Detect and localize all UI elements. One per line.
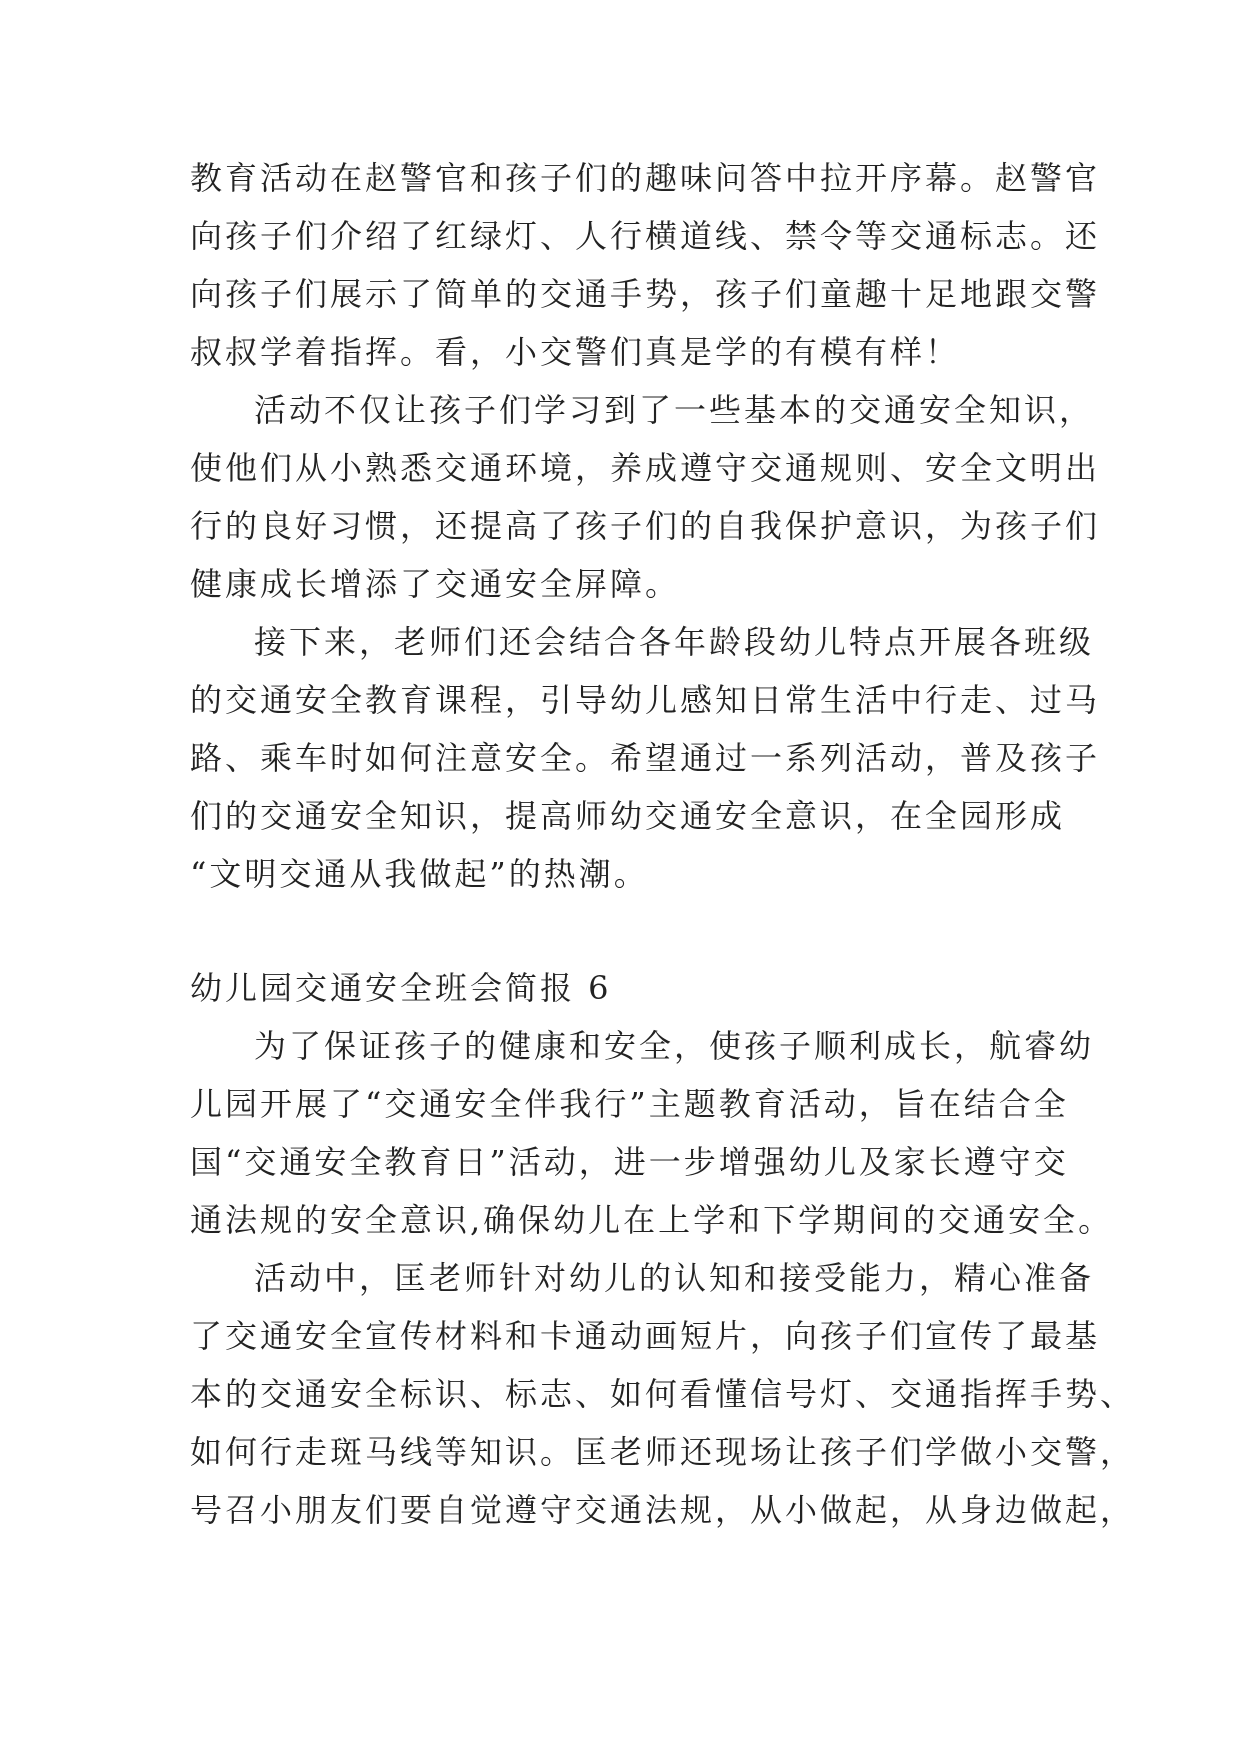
paragraph-5-line-1: 活动中，匡老师针对幼儿的认知和接受能力，精心准备 [254,1259,1095,1297]
paragraph-4-line-3: 国“交通安全教育日”活动，进一步增强幼儿及家长遵守交 [190,1143,1069,1181]
paragraph-2-line-4: 健康成长增添了交通安全屏障。 [190,565,681,603]
paragraph-5-line-3: 本的交通安全标识、标志、如何看懂信号灯、交通指挥手势、 [190,1375,1136,1413]
paragraph-3-line-4: 们的交通安全知识，提高师幼交通安全意识，在全园形成 [190,797,1066,835]
paragraph-3-line-3: 路、乘车时如何注意安全。希望通过一系列活动，普及孩子 [190,739,1101,777]
paragraph-3-line-5: “文明交通从我做起”的热潮。 [190,855,649,893]
paragraph-3-line-2: 的交通安全教育课程，引导幼儿感知日常生活中行走、过马 [190,681,1101,719]
paragraph-4-line-1: 为了保证孩子的健康和安全，使孩子顺利成长，航睿幼 [254,1027,1095,1065]
paragraph-1-line-4: 叔叔学着指挥。看，小交警们真是学的有模有样！ [190,333,961,371]
paragraph-3-line-1: 接下来，老师们还会结合各年龄段幼儿特点开展各班级 [254,623,1095,661]
paragraph-2-line-1: 活动不仅让孩子们学习到了一些基本的交通安全知识， [254,391,1095,429]
paragraph-5-line-5: 号召小朋友们要自觉遵守交通法规，从小做起，从身边做起， [190,1491,1136,1529]
paragraph-1-line-1: 教育活动在赵警官和孩子们的趣味问答中拉开序幕。赵警官 [190,159,1101,197]
document-body [190,0,1136,1754]
paragraph-1-line-2: 向孩子们介绍了红绿灯、人行横道线、禁令等交通标志。还 [190,217,1101,255]
section-title: 幼儿园交通安全班会简报 6 [190,969,612,1007]
paragraph-2-line-2: 使他们从小熟悉交通环境，养成遵守交通规则、安全文明出 [190,449,1101,487]
paragraph-5-line-2: 了交通安全宣传材料和卡通动画短片，向孩子们宣传了最基 [190,1317,1101,1355]
paragraph-2-line-3: 行的良好习惯，还提高了孩子们的自我保护意识，为孩子们 [190,507,1101,545]
paragraph-1-line-3: 向孩子们展示了简单的交通手势，孩子们童趣十足地跟交警 [190,275,1101,313]
paragraph-4-line-4: 通法规的安全意识,确保幼儿在上学和下学期间的交通安全。 [190,1201,1114,1239]
paragraph-4-line-2: 儿园开展了“交通安全伴我行”主题教育活动，旨在结合全 [190,1085,1069,1123]
paragraph-5-line-4: 如何行走斑马线等知识。匡老师还现场让孩子们学做小交警， [190,1433,1136,1471]
